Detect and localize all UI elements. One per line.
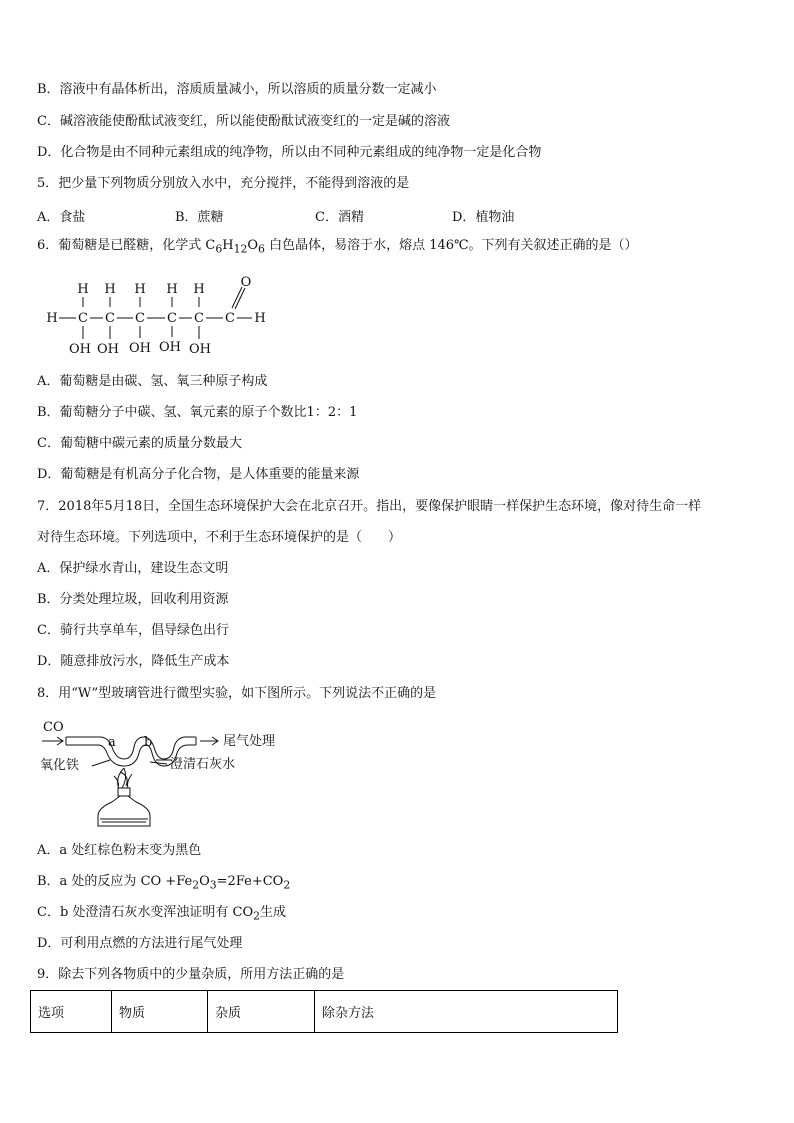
q7-option-d: D．随意排放污水，降低生产成本 [37, 654, 230, 669]
q6-stem: 6．葡萄糖是已醛糖，化学式 $C_6H_{12}O_6$ 白色晶体，易溶于水，熔点 146℃。下列有关叙述正确的是（） [37, 238, 638, 256]
q8-stem: 8．用“W”型玻璃管进行微型实验，如下图所示。下列说法不正确的是 [37, 686, 437, 701]
q4-option-c: C．碱溶液能使酚酞试液变红，所以能使酚酞试液变红的一定是碱的溶液 [37, 114, 450, 129]
h-left: H [46, 311, 58, 326]
header-option: 选项 [31, 991, 112, 1033]
exhaust-label: 尾气处理 [223, 734, 276, 749]
oh-2: OH [97, 342, 119, 357]
oh-5: OH [189, 342, 211, 357]
h-top-5: H [193, 282, 205, 297]
carbon-1: C [78, 311, 88, 326]
glucose-structure [40, 270, 280, 362]
iron-oxide-label: 氧化铁 [40, 758, 80, 773]
oh-4: OH [159, 340, 181, 355]
q9-table [30, 990, 618, 1033]
flame-icon [114, 768, 132, 788]
q5-option-d: D．植物油 [452, 210, 515, 225]
q8-option-a: A．a 处红棕色粉末变为黑色 [37, 843, 202, 858]
q7-stem-line1: 7．2018年5月18日，全国生态环境保护大会在北京召开。指出，要像保护眼睛一样保护生态环境，像对待生命一样 [37, 499, 702, 514]
q5-option-a: A．食盐 [37, 210, 86, 225]
carbon-3: C [135, 311, 145, 326]
header-impurity: 杂质 [208, 991, 315, 1033]
lamp-wick [118, 788, 130, 796]
q4-option-b: B．溶液中有晶体析出，溶质质量减小，所以溶质的质量分数一定减小 [37, 82, 437, 97]
h-top-1: H [77, 282, 89, 297]
q7-option-b: B．分类处理垃圾，回收利用资源 [37, 592, 229, 607]
oh-1: OH [69, 342, 91, 357]
co-label: CO [43, 720, 64, 735]
lamp-liquid [100, 819, 148, 822]
q9-stem: 9．除去下列各物质中的少量杂质，所用方法正确的是 [37, 967, 345, 982]
q5-stem: 5．把少量下列物质分别放入水中，充分搅拌，不能得到溶液的是 [37, 176, 410, 191]
h-top-4: H [166, 282, 178, 297]
h-top-2: H [104, 282, 116, 297]
q6-option-d: D．葡萄糖是有机高分子化合物，是人体重要的能量来源 [37, 467, 360, 482]
w-tube-apparatus [40, 716, 300, 831]
q8-option-c: C．b 处澄清石灰水变浑浊证明有 $CO_2$生成 [37, 905, 287, 923]
q6-option-c: C．葡萄糖中碳元素的质量分数最大 [37, 436, 242, 451]
q7-stem-line2: 对待生态环境。下列选项中，不利于生态环境保护的是（ ） [37, 530, 402, 545]
q4-option-d: D．化合物是由不同种元素组成的纯净物，所以由不同种元素组成的纯净物一定是化合物 [37, 145, 542, 160]
h-right: H [254, 311, 266, 326]
q8-option-b: B．a 处的反应为 CO $+Fe_2O_3=2Fe+CO_2$ [37, 874, 291, 892]
q6-option-b: B．葡萄糖分子中碳、氢、氧元素的原子个数比1：2：1 [37, 405, 358, 420]
header-substance: 物质 [112, 991, 208, 1033]
h-top-3: H [134, 282, 146, 297]
limewater-label: 澄清石灰水 [170, 757, 236, 772]
carbon-4: C [167, 311, 177, 326]
q5-option-b: B．蔗糖 [175, 210, 224, 225]
label-b: b [144, 735, 153, 750]
q8-option-d: D．可利用点燃的方法进行尾气处理 [37, 936, 243, 951]
carbon-2: C [105, 311, 115, 326]
outlet-arrow [200, 737, 218, 745]
header-method: 除杂方法 [315, 991, 618, 1033]
oh-3: OH [129, 341, 151, 356]
q5-option-c: C．酒精 [315, 210, 364, 225]
table-header-row [31, 991, 618, 1033]
q7-option-c: C．骑行共享单车，倡导绿色出行 [37, 623, 229, 638]
carbon-5: C [194, 311, 204, 326]
oxygen: O [240, 275, 252, 290]
q7-option-a: A．保护绿水青山，建设生态文明 [37, 561, 229, 576]
q6-option-a: A．葡萄糖是由碳、氢、氧三种原子构成 [37, 374, 268, 389]
label-a: a [108, 735, 116, 750]
inlet-arrow [42, 737, 63, 745]
carbon-6: C [225, 311, 235, 326]
